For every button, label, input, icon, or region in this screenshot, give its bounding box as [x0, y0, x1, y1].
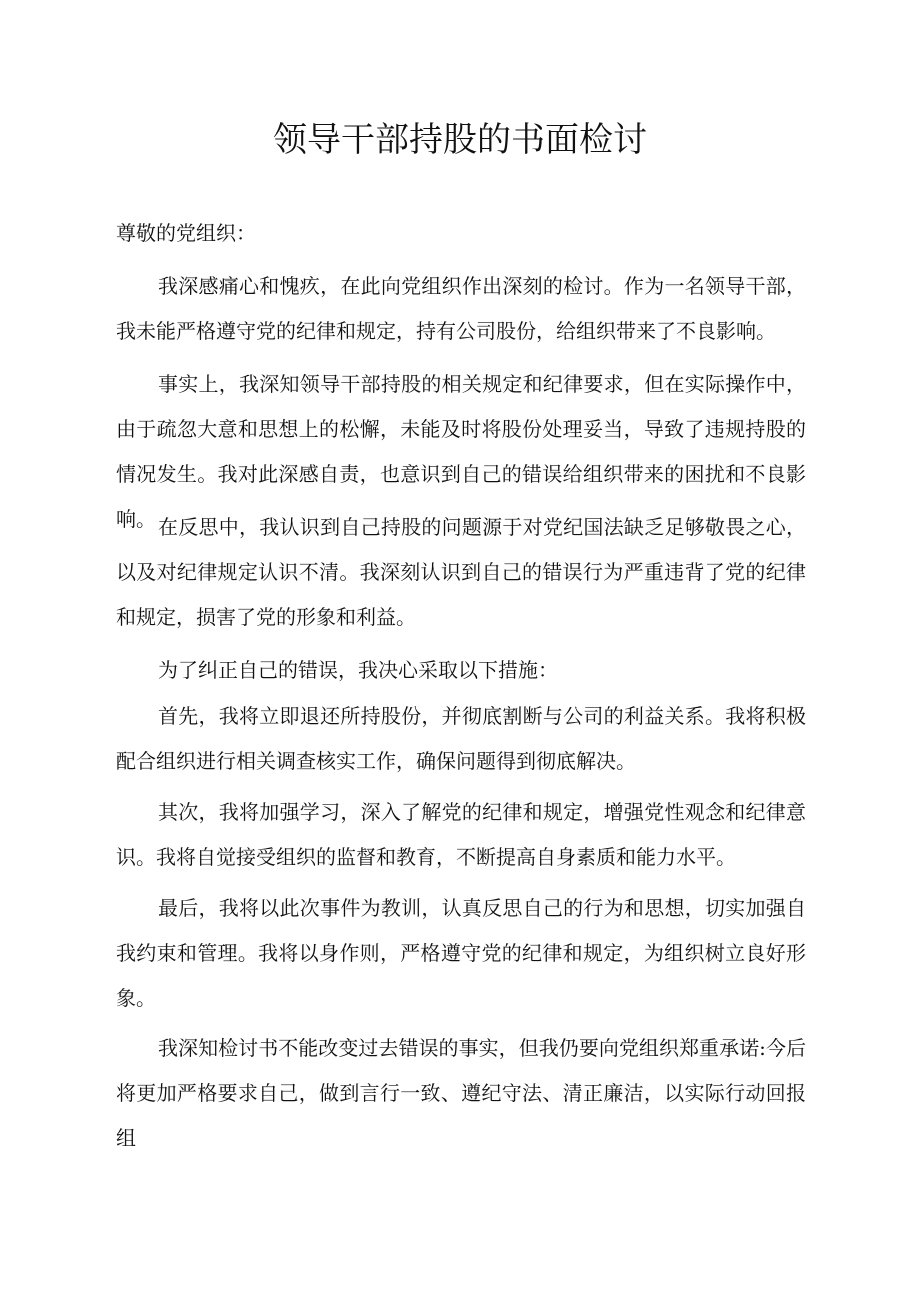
paragraph-apology: 我深感痛心和愧疚，在此向党组织作出深刻的检讨。作为一名领导干部，我未能严格遵守党的纪律和规定，持有公司股份，给组织带来了不良影响。 — [116, 274, 806, 343]
document-title: 领导干部持股的书面检讨 — [273, 120, 647, 160]
paragraph-facts: 事实上，我深知领导干部持股的相关规定和纪律要求，但在实际操作中，由于疏忽大意和思想上的松懈，未能及时将股份处理妥当，导致了违规持股的情况发生。我对此深感自责，也意识到自己的错误给组织带来的困扰和不良影响。 — [116, 372, 806, 531]
paragraph-commitment: 我深知检讨书不能改变过去错误的事实，但我仍要向党组织郑重承诺:今后将更加严格要求自己，做到言行一致、遵纪守法、清正廉洁，以实际行动回报组 — [116, 1036, 806, 1150]
salutation: 尊敬的党组织： — [116, 221, 256, 245]
paragraph-measure-first: 首先，我将立即退还所持股份，并彻底割断与公司的利益关系。我将积极配合组织进行相关调查核实工作，确保问题得到彻底解决。 — [116, 704, 806, 773]
paragraph-measures-intro: 为了纠正自己的错误，我决心采取以下措施： — [158, 658, 558, 682]
paragraph-measure-second: 其次，我将加强学习，深入了解党的纪律和规定，增强党性观念和纪律意识。我将自觉接受组织的监督和教育，不断提高自身素质和能力水平。 — [116, 800, 806, 869]
paragraph-measure-last: 最后，我将以此次事件为教训，认真反思自己的行为和思想，切实加强自我约束和管理。我将以身作则，严格遵守党的纪律和规定，为组织树立良好形象。 — [116, 896, 806, 1010]
paragraph-reflection: 在反思中，我认识到自己持股的问题源于对党纪国法缺乏足够敬畏之心，以及对纪律规定认识不清。我深刻认识到自己的错误行为严重违背了党的纪律和规定，损害了党的形象和利益。 — [116, 515, 806, 629]
